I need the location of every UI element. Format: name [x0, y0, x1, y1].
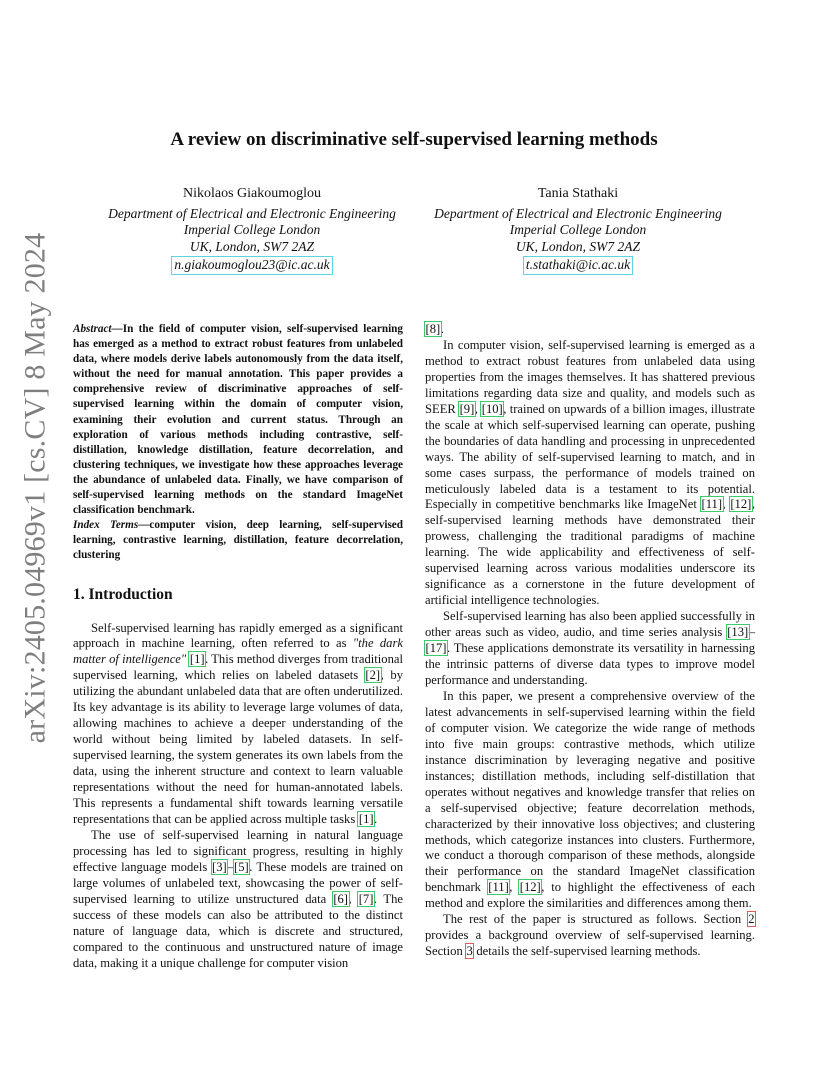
citation-link[interactable]: [17] [425, 641, 447, 656]
citation-link[interactable]: [12] [519, 880, 541, 895]
citation-link[interactable]: [10] [481, 401, 503, 416]
intro-paragraph-5 [425, 689, 755, 912]
arxiv-identifier-text: arXiv:2405.04969v1 [cs.CV] 8 May 2024 [18, 232, 51, 744]
index-terms [73, 518, 403, 563]
author-college: Imperial College London [509, 222, 647, 238]
text-run: In this paper, we present a comprehensive overview of the latest advancements in self-supervised learning within the field of computer vision. We categorize the wide range of methods into five main groups: contrastive methods, which utilize instance discrimination by leveraging negative and positive instances; distillation methods, including self-distillation that operates without negatives and knowledge transfer that relies on a self-supervised objective; feature decorrelation methods, characterized by their innovative loss objectives; and clustering methods, which categorize instances into clusters. Furthermore, we conduct a thorough comparison of these methods, alongside their performance on the standard ImageNet classification benchmark [425, 688, 755, 895]
intro-paragraph-6 [425, 912, 755, 960]
abstract-label: Abstract [73, 323, 112, 335]
citation-link[interactable]: [7] [358, 891, 374, 906]
abstract-text: —In the field of computer vision, self-supervised learning has emerged as a method to extract robust features from unlabeled data, where models derive labels autonomously from the data itself, without the need for manual annotation. This paper provides a comprehensive review of discriminative approaches of self-supervised learning within the domain of computer vision, examining their evolution and current status. Through an exploration of various methods including contrastive, self-distillation, knowledge distillation, feature decorrelation, and clustering techniques, we investigate how these approaches leverage the abundance of unlabeled data. Finally, we have comparison of self-supervised learning methods on the standard ImageNet classification benchmark. [73, 323, 403, 517]
index-terms-text: —computer vision, deep learning, self-supervised learning, contrastive learning, distillation, feature decorrelation, clustering [73, 519, 403, 562]
text-run: . These applications demonstrate its versatility in harnessing the intrinsic patterns of diverse data types to improve model performance and understanding. [425, 641, 755, 687]
text-run: , trained on upwards of a billion images, illustrate the scale at which self-supervised learning can operate, pushing the boundaries of data handling and processing in unprecedented ways. The ability of self-supervised learning to match, and in some cases surpass, the performance of models trained on meticulously labeled data is a testament to its potential. Especially in competitive benchmarks like ImageNet [425, 401, 755, 512]
text-run: details the self-supervised learning methods. [473, 944, 701, 959]
citation-link[interactable]: [8] [425, 322, 441, 336]
text-run: . These models are trained on large volumes of unlabeled text, showcasing the power of self-supervised learning to utilize unstructured data [73, 859, 404, 906]
citation-link[interactable]: [5] [234, 859, 249, 874]
author-address: UK, London, SW7 2AZ [515, 238, 641, 254]
text-run: The rest of the paper is structured as follows. Section [443, 912, 748, 927]
abstract [73, 322, 403, 518]
text-run: , [348, 891, 359, 906]
intro-paragraph-2 [73, 828, 403, 972]
author-block-2 [418, 186, 738, 275]
text-run: , [474, 401, 482, 416]
index-terms-label: Index Terms [73, 519, 139, 532]
text-run: provides a background overview of self-supervised learning. Section [425, 928, 755, 959]
section-heading-introduction: 1. Introduction [73, 585, 173, 603]
text-run: The use of self-supervised learning in natural language processing has led to significant progress, resulting in highly effective language models [73, 827, 403, 874]
text-run: , [722, 497, 730, 512]
text-run: – [227, 859, 234, 874]
section-reference-link[interactable]: 2 [748, 912, 755, 927]
intro-paragraph-1 [73, 621, 403, 828]
author-department: Department of Electrical and Electronic Engineering [108, 205, 396, 221]
author-college: Imperial College London [183, 222, 321, 238]
author-name: Tania Stathaki [537, 186, 619, 201]
text-run: , to highlight the effectiveness of each method and explore the similarities and differences among them. [425, 880, 755, 911]
intro-paragraph-4 [425, 609, 755, 689]
citation-link[interactable]: [6] [333, 891, 348, 906]
right-column [425, 322, 755, 960]
quote-text: "the dark matter of intelligence" [73, 636, 403, 667]
intro-paragraph-2-continued [425, 322, 755, 338]
text-run: , [509, 880, 520, 895]
text-run: – [748, 625, 755, 640]
text-run: , self-supervised learning methods have demonstrated their prowess, challenging the traditional paradigms of machine learning. The wide applicability and effectiveness of self-supervised learning across various modalities underscore its significance as a cornerstone in the future development of artificial intelligence technologies. [425, 497, 755, 608]
text-run: In computer vision, self-supervised learning is emerged as a method to extract robust features from unlabeled data using properties from the images themselves. It has shattered previous limitations regarding data size and quality, and models such as SEER [425, 337, 755, 416]
citation-link[interactable]: [2] [365, 668, 381, 683]
author-block-1 [92, 186, 412, 275]
citation-link[interactable]: [11] [488, 880, 509, 895]
paper-title: A review on discriminative self-supervised learning methods [170, 129, 658, 150]
arxiv-identifier-stamp [18, 232, 52, 744]
text-run: Self-supervised learning has rapidly emerged as a significant approach in machine learning, often referred to as [73, 620, 403, 651]
text-run: , by utilizing the abundant unlabeled data that are often underutilized. Its key advantage is its ability to leverage large volumes of data, allowing machines to achieve a deeper understanding of the world without being limited by labeled datasets. In self-supervised learning, the system generates its own labels from the data, using the inherent structure and context to learn valuable representations without the need for human-annotated labels. This represents a fundamental shift towards learning versatile representations that can be applied across multiple tasks [73, 668, 403, 826]
author-email-link[interactable]: t.stathaki@ic.ac.uk [523, 256, 633, 275]
text-run: . The success of these models can also be attributed to the distinct nature of language data, which is discrete and structured, compared to the continuous and unstructured nature of image data, making it a unique challenge for computer vision [73, 891, 404, 970]
author-name: Nikolaos Giakoumoglou [182, 186, 322, 201]
citation-link[interactable]: [12] [730, 497, 752, 512]
text-run: . [440, 322, 444, 336]
author-department: Department of Electrical and Electronic Engineering [434, 205, 722, 221]
text-run: . [374, 811, 378, 826]
text-run: . This method diverges from traditional supervised learning, which relies on labeled datasets [73, 652, 403, 683]
text-run: Self-supervised learning has also been applied successfully in other areas such as video, audio, and time series analysis [425, 609, 755, 640]
citation-link[interactable]: [1] [358, 811, 374, 826]
intro-paragraph-3 [425, 338, 755, 609]
section-reference-link[interactable]: 3 [466, 944, 473, 959]
citation-link[interactable]: [13] [727, 625, 749, 640]
citation-link[interactable]: [9] [459, 401, 475, 416]
citation-link[interactable]: [3] [212, 859, 227, 874]
author-email-link[interactable]: n.giakoumoglou23@ic.ac.uk [171, 256, 332, 275]
citation-link[interactable]: [11] [701, 497, 723, 512]
author-address: UK, London, SW7 2AZ [189, 238, 315, 254]
left-column [73, 322, 403, 971]
citation-link[interactable]: [1] [189, 652, 205, 667]
